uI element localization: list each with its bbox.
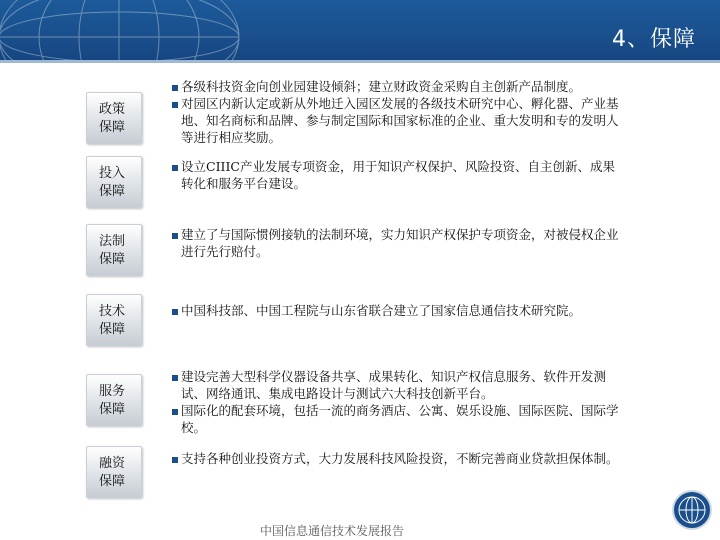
row-content — [172, 78, 622, 146]
bullet-text: 建设完善大型科学仪器设备共享、成果转化、知识产权信息服务、软件开发测试、网络通讯、集成电路设计与测试六大科技创新平台。 — [181, 369, 607, 401]
globe-graphic — [0, 0, 244, 60]
category-label-line1: 服务 — [99, 384, 126, 399]
bullet-text: 中国科技部、中国工程院与山东省联合建立了国家信息通信技术研究院。 — [181, 303, 582, 318]
category-label — [86, 156, 142, 208]
bullet-item — [172, 158, 622, 192]
bullet-text: 国际化的配套环境，包括一流的商务酒店、公寓、娱乐设施、国际医院、国际学校。 — [181, 403, 619, 435]
category-label — [86, 92, 142, 144]
row-content — [172, 302, 622, 319]
bullet-item — [172, 368, 622, 402]
square-bullet-icon — [172, 457, 178, 463]
globe-icon — [674, 492, 710, 528]
category-label — [86, 224, 142, 276]
header-divider — [0, 60, 720, 63]
row-content — [172, 226, 622, 260]
square-bullet-icon — [172, 375, 178, 381]
bullet-item — [172, 402, 622, 436]
square-bullet-icon — [172, 102, 178, 108]
category-label — [86, 446, 142, 498]
bullet-item — [172, 226, 622, 260]
category-label-line2: 保障 — [99, 322, 126, 337]
square-bullet-icon — [172, 233, 178, 239]
page-title: 4、保障 — [612, 27, 696, 52]
category-label-line1: 投入 — [99, 166, 126, 181]
category-label-line1: 法制 — [99, 234, 126, 249]
category-label — [86, 294, 142, 346]
row-content — [172, 450, 622, 467]
bullet-text: 建立了与国际惯例接轨的法制环境，实力知识产权保护专项资金，对被侵权企业进行先行赔付。 — [181, 227, 619, 259]
bullet-text: 设立CIIIC产业发展专项资金，用于知识产权保护、风险投资、自主创新、成果转化和服务平台建设。 — [181, 159, 615, 191]
bullet-text: 对园区内新认定或新从外地迁入园区发展的各级技术研究中心、孵化器、产业基地、知名商标和品牌、参与制定国际和国家标准的企业、重大发明和专的发明人等进行相应奖励。 — [181, 96, 619, 145]
category-label-line1: 融资 — [99, 456, 126, 471]
bullet-item — [172, 450, 622, 467]
square-bullet-icon — [172, 309, 178, 315]
square-bullet-icon — [172, 165, 178, 171]
square-bullet-icon — [172, 409, 178, 415]
row-content — [172, 158, 622, 192]
globe-badge-icon — [672, 490, 712, 530]
bullet-item — [172, 78, 622, 95]
category-label — [86, 374, 142, 426]
category-label-line2: 保障 — [99, 184, 126, 199]
category-label-line1: 技术 — [99, 304, 126, 319]
bullet-item — [172, 95, 622, 146]
category-label-line2: 保障 — [99, 120, 126, 135]
bullet-text: 支持各种创业投资方式，大力发展科技风险投资，不断完善商业贷款担保体制。 — [181, 451, 619, 466]
header-banner — [0, 0, 720, 60]
row-content — [172, 368, 622, 436]
square-bullet-icon — [172, 85, 178, 91]
bullet-text: 各级科技资金向创业园建设倾斜；建立财政资金采购自主创新产品制度。 — [181, 79, 582, 94]
category-label-line2: 保障 — [99, 474, 126, 489]
category-label-line2: 保障 — [99, 402, 126, 417]
category-label-line2: 保障 — [99, 252, 126, 267]
footer-caption: 中国信息通信技术发展报告 — [260, 524, 405, 538]
bullet-item — [172, 302, 622, 319]
category-label-line1: 政策 — [99, 102, 126, 117]
